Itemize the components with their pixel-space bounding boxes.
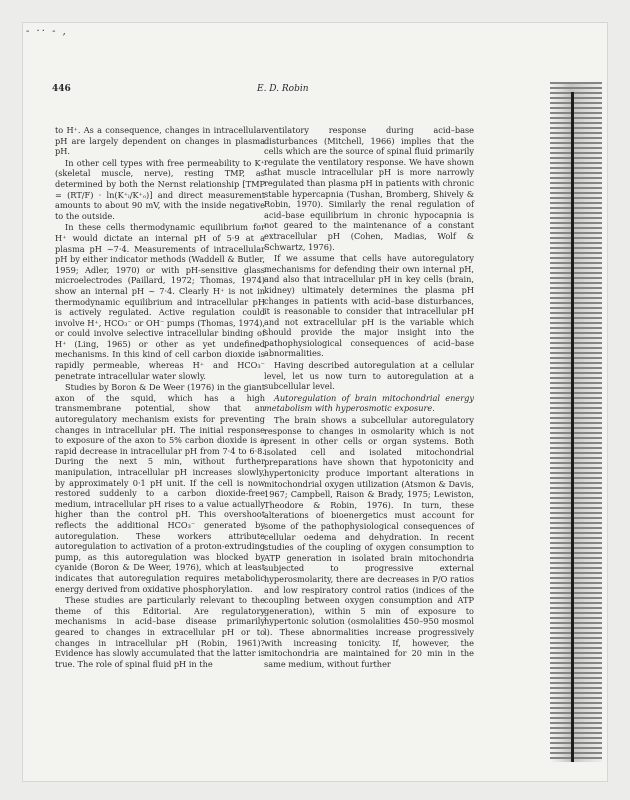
- section-heading: Autoregulation of brain mitochondrial energy metabolism with hyperosmotic exposure.: [264, 392, 474, 414]
- page-number: 446: [52, 84, 71, 94]
- scan-artifact-mark: - ·· - ,: [26, 26, 68, 37]
- scan-binding-edge: [550, 82, 602, 762]
- paragraph: The brain shows a subcellular autoregulatory response to changes in osmolarity which is not present in other cells or organ systems. Both isolated cell and isolated mitochondrial preparations have shown that hypotonicity and hypertonicity produce important alterations in mitochondrial oxygen utilization (Atsmon & Davis, 1967; Campbell, Raison & Brady, 1975; Lewiston, Theodore & Robin, 1976). In turn, these alterations of bioenergetics must account for some of the pathophysiological consequences of cellular oedema and dehydration. In recent studies of the coupling of oxygen consumption to ATP generation in isolated brain mitochondria subjected to progressive external hyperosmolarity, there are decreases in P/O ratios and low respiratory control ratios (indices of the coupling between oxygen consumption and ATP generation), within 5 min of exposure to hypertonic solution (osmolalities 450–950 mosmol l). These abnormalities increase progressively with increasing tonicity. If, however, the mitochondria are maintained for 20 min in the same medium, without further: [264, 415, 474, 669]
- paragraph: to H⁺. As a consequence, changes in intracellular pH are largely dependent on changes in plasma pH.: [55, 125, 265, 157]
- paragraph: Having described autoregulation at a cellular level, let us now turn to autoregulation at a subcellular level.: [264, 360, 474, 392]
- paragraph: These studies are particularly relevant to the theme of this Editorial. Are regulatory mechanisms in acid–base disease primarily geared to changes in extracellular pH or to changes in intracellular pH (Robin, 1961)? Evidence has slowly accumulated that the latter is true. The role of spinal fluid pH in the: [55, 595, 265, 669]
- paragraph: Studies by Boron & De Weer (1976) in the giant axon of the squid, which has a high transmembrane potential, show that an autoregulatory mechanism exists for preventing changes in intracellular pH. The initial response to exposure of the axon to 5% carbon dioxide is a rapid decrease in intracellular pH from 7·4 to 6·8. During the next 5 min, without further manipulation, intracellular pH increases slowly, by approximately 0·1 pH unit. If the cell is now restored suddenly to a carbon dioxide-free medium, intracellular pH rises to a value actually higher than the control pH. This overshoot reflects the additional HCO₃⁻ generated by autoregulation. These workers attribute autoregulation to activation of a proton-extruding pump, as this autoregulation was blocked by cyanide (Boron & De Weer, 1976), which at least indicates that autoregulation requires metabolic energy derived from oxidative phosphorylation.: [55, 382, 265, 594]
- running-author: E. D. Robin: [257, 84, 309, 94]
- paragraph: In these cells thermodynamic equilibrium for H⁺ would dictate an internal pH of 5·9 at a plasma pH ~7·4. Measurements of intracellular pH by either indicator methods (Waddell & Butler, 1959; Adler, 1970) or with pH-sensitive glass microelectrodes (Paillard, 1972; Thomas, 1974) show an internal pH ~ 7·4. Clearly H⁺ is not in thermodynamic equilibrium and intracellular pH is actively regulated. Active regulation could involve H⁺, HCO₃⁻ or OH⁻ pumps (Thomas, 1974), or could involve selective intracellular binding of H⁺ (Ling, 1965) or other as yet undefined mechanisms. In this kind of cell carbon dioxide is rapidly permeable, whereas H⁺ and HCO₃⁻ penetrate intracellular water slowly.: [55, 222, 265, 381]
- paragraph: ventilatory response during acid–base disturbances (Mitchell, 1966) implies that the cells which are the source of spinal fluid primarily regulate the ventilatory response. We have shown that muscle intracellular pH is more narrowly regulated than plasma pH in patients with chronic stable hypercapnia (Tushan, Bromberg, Shively & Robin, 1970). Similarly the renal regulation of acid–base equilibrium in chronic hypocapnia is not geared to the maintenance of a constant extracellular pH (Cohen, Madias, Wolf & Schwartz, 1976).: [264, 125, 474, 252]
- paragraph: In other cell types with free permeability to K⁺ (skeletal muscle, nerve), resting TMP, as determined by both the Nernst relationship [TMP = (RT/F) · ln(K⁺ᵢ/K⁺ₒ)] and direct measurement amounts to about 90 mV, with the inside negative to the outside.: [55, 157, 265, 221]
- left-column: [55, 125, 265, 669]
- right-column: [264, 125, 474, 669]
- paragraph: If we assume that cells have autoregulatory mechanisms for defending their own internal pH, and also that intracellular pH in key cells (brain, kidney) ultimately determines the plasma pH changes in patients with acid–base disturbances, it is reasonable to consider that intracellular pH and not extracellular pH is the variable which should provide the major insight into the pathophysiological consequences of acid–base abnormalities.: [264, 253, 474, 359]
- scan-edge-line: [571, 92, 574, 762]
- running-header: [52, 84, 522, 98]
